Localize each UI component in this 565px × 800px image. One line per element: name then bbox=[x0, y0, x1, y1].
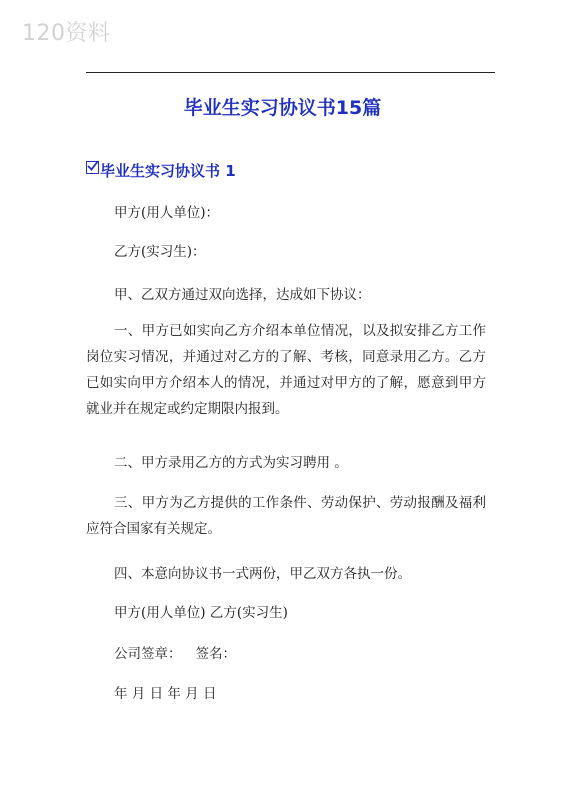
watermark-logo: 120资料 bbox=[22, 21, 111, 46]
signature-lines bbox=[86, 641, 486, 667]
signature-label: 签名： bbox=[195, 646, 236, 662]
clause-4: 四、本意向协议书一式两份，甲乙双方各执一份。 bbox=[114, 566, 411, 582]
clause-1: 一、甲方已如实向乙方介绍本单位情况，以及拟安排乙方工作岗位实习情况，并通过对乙方的了解、考核，同意录用乙方。乙方已如实向甲方介绍本人的情况，并通过对甲方的了解，愿意到甲方就业并在规定或约定期限内报到。 bbox=[86, 323, 486, 417]
clause-2: 二、甲方录用乙方的方式为实习聘用 。 bbox=[114, 455, 348, 471]
party-a-line: 甲方(用人单位)： bbox=[114, 205, 220, 221]
company-seal-label: 公司签章： bbox=[114, 646, 182, 662]
clause-3: 三、甲方为乙方提供的工作条件、劳动保护、劳动报酬及福利应符合国家有关规定。 bbox=[86, 495, 486, 537]
date-line: 年 月 日 年 月 日 bbox=[114, 686, 217, 702]
party-b-line: 乙方(实习生)： bbox=[114, 244, 206, 260]
header-divider bbox=[86, 72, 495, 73]
section-heading-text: 毕业生实习协议书 1 bbox=[100, 162, 236, 180]
section-heading bbox=[86, 160, 236, 181]
intro-paragraph: 甲、乙双方通过双向选择，达成如下协议： bbox=[114, 287, 371, 303]
checkbox-icon bbox=[86, 161, 99, 174]
document-title: 毕业生实习协议书15篇 bbox=[183, 97, 382, 119]
signature-parties: 甲方(用人单位) 乙方(实习生) bbox=[114, 605, 288, 621]
